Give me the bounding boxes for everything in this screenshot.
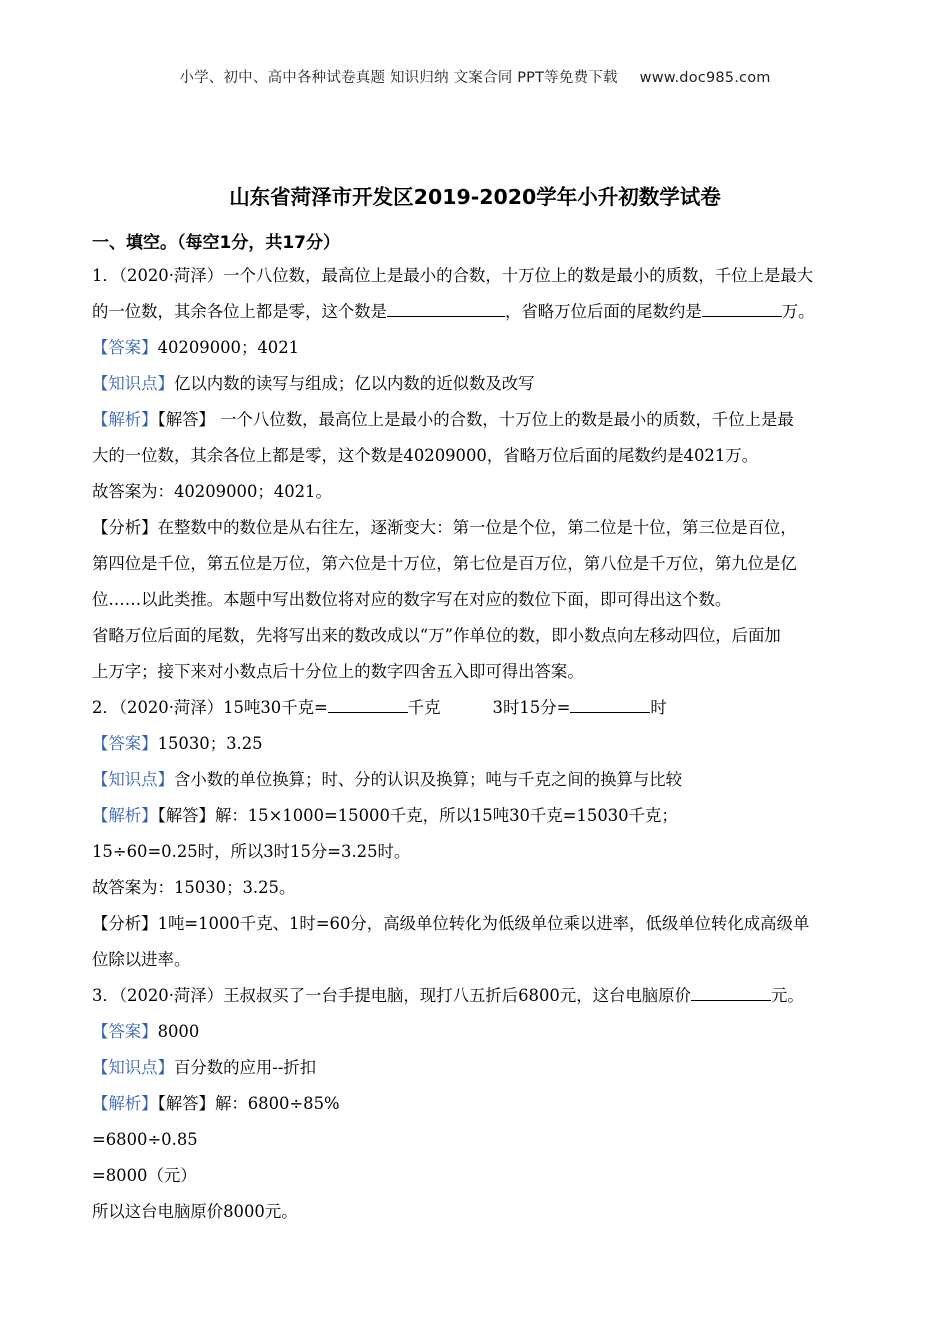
knowledge-tag: 【知识点】 xyxy=(92,1058,174,1077)
q1-conclusion: 故答案为：40209000；4021。 xyxy=(92,482,332,501)
page-header xyxy=(0,66,950,87)
q2-answer: 15030；3.25 xyxy=(157,734,263,753)
answer-tag: 【答案】 xyxy=(92,734,158,753)
q1-blank-2 xyxy=(702,298,782,317)
q1-analysis-line-2: 第四位是千位，第五位是万位，第六位是十万位，第七位是百万位，第八位是千万位，第九位是亿 xyxy=(92,554,797,573)
q1-blank-1 xyxy=(387,298,505,317)
fenxi-tag: 【分析】 xyxy=(92,518,158,537)
q3-step-1: =6800÷0.85 xyxy=(92,1130,198,1149)
solution-tag: 【解答】 xyxy=(157,1094,215,1113)
q2-stem-text-1: 2．（2020·菏泽）15吨30千克= xyxy=(92,698,328,717)
q2-analysis-line-1 xyxy=(92,906,862,942)
q3-stem-text-1: 3．（2020·菏泽）王叔叔买了一台手提电脑，现打八五折后6800元，这台电脑原价 xyxy=(92,986,691,1005)
q1-solution-line-2: 大的一位数，其余各位上都是零，这个数是40209000，省略万位后面的尾数约是4021万。 xyxy=(92,446,759,465)
knowledge-tag: 【知识点】 xyxy=(92,770,174,789)
q1-stem-text-1: 的一位数，其余各位上都是零，这个数是 xyxy=(92,302,388,321)
q3-stem-text-2: 元。 xyxy=(770,986,804,1005)
q1-analysis-text-1: 在整数中的数位是从右往左，逐渐变大：第一位是个位，第二位是十位，第三位是百位， xyxy=(157,518,797,537)
header-text: 小学、初中、高中各种试卷真题 知识归纳 文案合同 PPT等免费下载 xyxy=(179,70,618,86)
fenxi-tag: 【分析】 xyxy=(92,914,158,933)
analysis-tag: 【解析】 xyxy=(92,1094,158,1113)
q1-answer: 40209000；4021 xyxy=(157,338,300,357)
q2-stem-text-4: 时 xyxy=(650,698,667,717)
q2-blank-1 xyxy=(328,694,408,713)
header-site[interactable]: www.doc985.com xyxy=(639,70,771,86)
knowledge-tag: 【知识点】 xyxy=(92,374,174,393)
q1-solution-text-1: 一个八位数，最高位上是最小的合数，十万位上的数是最小的质数，千位上是最 xyxy=(214,410,794,429)
q2-knowledge: 含小数的单位换算；时、分的认识及换算；吨与千克之间的换算与比较 xyxy=(173,770,683,789)
analysis-tag: 【解析】 xyxy=(92,410,158,429)
q1-knowledge-line xyxy=(92,366,862,402)
q2-stem-line xyxy=(92,690,862,726)
document-body xyxy=(92,228,862,1230)
q2-stem-text-3: 3时15分= xyxy=(492,698,571,717)
q1-stem-text-3: 万。 xyxy=(781,302,815,321)
q1-stem-line-1: 1．（2020·菏泽）一个八位数，最高位上是最小的合数，十万位上的数是最小的质数，千位上是最大 xyxy=(92,266,814,285)
q1-solution-line-1 xyxy=(92,402,862,438)
analysis-tag: 【解析】 xyxy=(92,806,158,825)
q2-conclusion: 故答案为：15030；3.25。 xyxy=(92,878,296,897)
q1-analysis-line-4: 省略万位后面的尾数，先将写出来的数改成以“万”作单位的数，即小数点向左移动四位，后面加 xyxy=(92,626,781,645)
q1-answer-line xyxy=(92,330,862,366)
solution-tag: 【解答】 xyxy=(157,806,215,825)
q3-solution-text-1: 解：6800÷85% xyxy=(214,1094,340,1113)
q3-blank-1 xyxy=(691,982,771,1001)
q1-analysis-line-5: 上万字；接下来对小数点后十分位上的数字四舍五入即可得出答案。 xyxy=(92,662,584,681)
q2-solution-line-1 xyxy=(92,798,862,834)
q3-conclusion: 所以这台电脑原价8000元。 xyxy=(92,1202,298,1221)
q2-analysis-line-2: 位除以进率。 xyxy=(92,950,191,969)
q3-answer: 8000 xyxy=(157,1022,200,1041)
q2-solution-line-2: 15÷60=0.25时，所以3时15分=3.25时。 xyxy=(92,842,411,861)
solution-tag: 【解答】 xyxy=(157,410,215,429)
q2-analysis-text-1: 1吨=1000千克、1时=60分，高级单位转化为低级单位乘以进率，低级单位转化成高级单 xyxy=(157,914,810,933)
q1-stem-text-2: ，省略万位后面的尾数约是 xyxy=(505,302,702,321)
q3-knowledge-line xyxy=(92,1050,862,1086)
q2-stem-text-2: 千克 xyxy=(407,698,441,717)
q1-analysis-line-3: 位……以此类推。本题中写出数位将对应的数字写在对应的数位下面，即可得出这个数。 xyxy=(92,590,732,609)
q1-stem-line-2 xyxy=(92,294,862,330)
q2-solution-text-1: 解：15×1000=15000千克，所以15吨30千克=15030千克； xyxy=(214,806,678,825)
q3-step-2: =8000（元） xyxy=(92,1166,197,1185)
q3-knowledge: 百分数的应用--折扣 xyxy=(173,1058,317,1077)
q3-answer-line xyxy=(92,1014,862,1050)
q1-knowledge: 亿以内数的读写与组成；亿以内数的近似数及改写 xyxy=(173,374,535,393)
q1-analysis-line-1 xyxy=(92,510,862,546)
answer-tag: 【答案】 xyxy=(92,1022,158,1041)
q3-stem-line xyxy=(92,978,862,1014)
q3-solution-line-1 xyxy=(92,1086,862,1122)
section-title: 一、填空。（每空1分，共17分） xyxy=(92,233,340,253)
answer-tag: 【答案】 xyxy=(92,338,158,357)
q2-blank-2 xyxy=(570,694,650,713)
q2-knowledge-line xyxy=(92,762,862,798)
q2-answer-line xyxy=(92,726,862,762)
page-title: 山东省菏泽市开发区2019-2020学年小升初数学试卷 xyxy=(229,185,721,209)
